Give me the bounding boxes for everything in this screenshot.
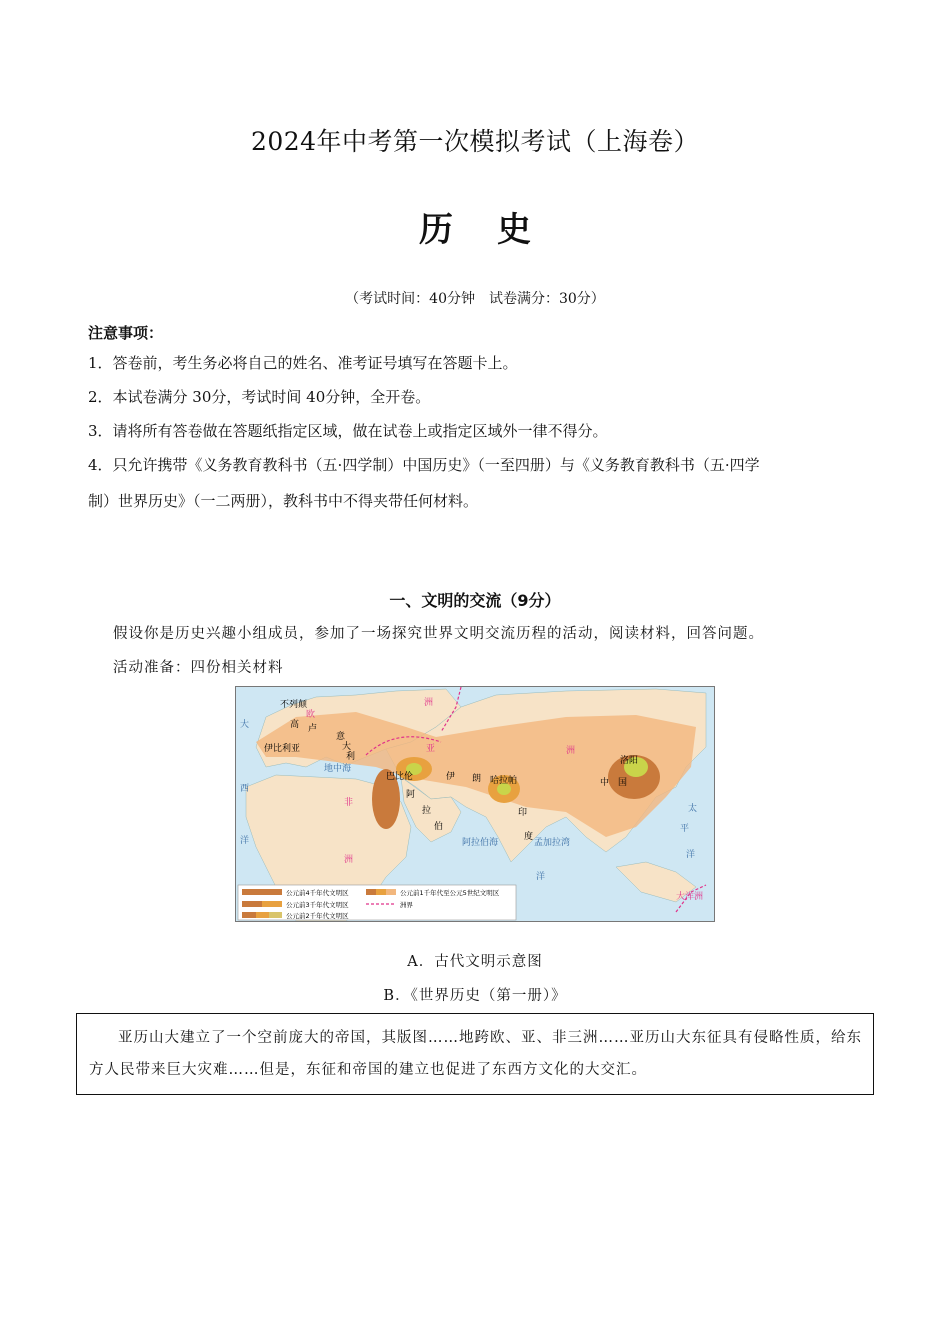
ancient-civilization-map <box>235 686 715 922</box>
material-quote-text: 亚历山大建立了一个空前庞大的帝国，其版图……地跨欧、亚、非三洲……亚历山大东征具有侵略性质，给东方人民带来巨大灾难……但是，东征和帝国的建立也促进了东西方文化的大交汇。 <box>89 1030 862 1078</box>
lbl-italy-c: 利 <box>346 752 356 762</box>
legend-2k: 公元前2千年代文明区 <box>286 912 349 920</box>
legend-swatch-3k-a <box>242 901 262 907</box>
legend-swatch-4k <box>242 889 282 895</box>
lbl-atlantic-b: 西 <box>240 784 250 794</box>
lbl-africa-b: 洲 <box>344 855 354 865</box>
lbl-atlantic-a: 大 <box>240 720 250 730</box>
lbl-arabia-a: 阿 <box>406 790 416 800</box>
lbl-pacific-c: 洋 <box>686 850 696 860</box>
lbl-bengal: 孟加拉湾 <box>534 838 571 848</box>
lbl-europe-a: 欧 <box>306 710 316 720</box>
legend-border: 洲界 <box>400 901 413 909</box>
map-svg <box>236 687 714 921</box>
lbl-iberia: 伊比利亚 <box>264 744 301 754</box>
lbl-asia: 亚 <box>426 744 436 754</box>
lbl-india-a: 印 <box>518 808 528 818</box>
legend-swatch-1k-a <box>366 889 376 895</box>
lbl-zhou: 洛阳 <box>620 756 639 766</box>
legend-swatch-2k-c <box>269 912 282 918</box>
lbl-italy-a: 意 <box>336 732 346 742</box>
legend-swatch-3k-b <box>262 901 282 907</box>
notice-item-1: 1．答卷前，考生务必将自己的姓名、准考证号填写在答题卡上。 <box>88 354 518 372</box>
lbl-arabia-c: 伯 <box>434 822 444 832</box>
notice-item-4: 4．只允许携带《义务教育教科书（五·四学制）中国历史》（一至四册）与《义务教育教科书（五·四学 <box>88 456 760 474</box>
lbl-babylon: 巴比伦 <box>386 772 414 782</box>
lbl-arabia-b: 拉 <box>422 806 432 816</box>
lbl-arabian-sea: 阿拉伯海 <box>462 838 499 848</box>
lbl-europe-b: 洲 <box>424 698 434 708</box>
lbl-pacific-a: 太 <box>688 804 698 814</box>
legend-swatch-2k-b <box>256 912 269 918</box>
lbl-italy-b: 大 <box>342 742 352 752</box>
legend-4k: 公元前4千年代文明区 <box>286 889 349 897</box>
subject-title: 历史 <box>419 210 575 250</box>
lbl-iran-a: 伊 <box>446 772 456 782</box>
lbl-gaul: 高 <box>290 720 300 730</box>
lbl-gaul2: 卢 <box>308 724 318 734</box>
legend-swatch-2k-a <box>242 912 256 918</box>
lbl-africa-a: 非 <box>344 798 354 808</box>
notice-heading: 注意事项： <box>88 324 164 342</box>
notice-item-2: 2．本试卷满分 30分，考试时间 40分钟，全开卷。 <box>88 388 431 406</box>
lbl-china: 中 国 <box>600 778 628 788</box>
lbl-pacific-b: 平 <box>680 824 690 834</box>
notice-item-3: 3．请将所有答卷做在答题纸指定区域，做在试卷上或指定区域外一律不得分。 <box>88 422 608 440</box>
lbl-oceania: 大洋洲 <box>676 892 704 902</box>
section-heading: 一、文明的交流（9分） <box>389 591 561 610</box>
lbl-asia2: 洲 <box>566 746 576 756</box>
lbl-india-b: 度 <box>524 832 534 842</box>
lbl-iran-b: 朗 <box>472 774 482 784</box>
activity-prep: 活动准备：四份相关材料 <box>113 660 284 676</box>
lbl-britain: 不列颠 <box>280 700 308 710</box>
lbl-mediterranean: 地中海 <box>324 764 352 774</box>
caption-a: A．古代文明示意图 <box>407 954 543 970</box>
lbl-indian-ocean: 洋 <box>536 872 546 882</box>
legend-3k: 公元前3千年代文明区 <box>286 901 349 909</box>
legend-swatch-1k-c <box>386 889 396 895</box>
lbl-atlantic-c: 洋 <box>240 836 250 846</box>
lbl-indus: 哈拉帕 <box>490 776 518 786</box>
material-quote-box <box>76 1013 874 1095</box>
exam-meta: （考试时间：40分钟 试卷满分：30分） <box>345 291 605 307</box>
notice-item-4-cont: 制）世界历史》（一二两册），教科书中不得夹带任何材料。 <box>88 492 479 510</box>
legend-1k: 公元前1千年代至公元5世纪文明区 <box>400 889 500 897</box>
section-intro: 假设你是历史兴趣小组成员，参加了一场探究世界文明交流历程的活动，阅读材料，回答问题。 <box>113 626 764 642</box>
caption-b: B．《世界历史（第一册）》 <box>383 988 567 1004</box>
legend-swatch-1k-b <box>376 889 386 895</box>
page-title: 2024年中考第一次模拟考试（上海卷） <box>250 127 700 156</box>
